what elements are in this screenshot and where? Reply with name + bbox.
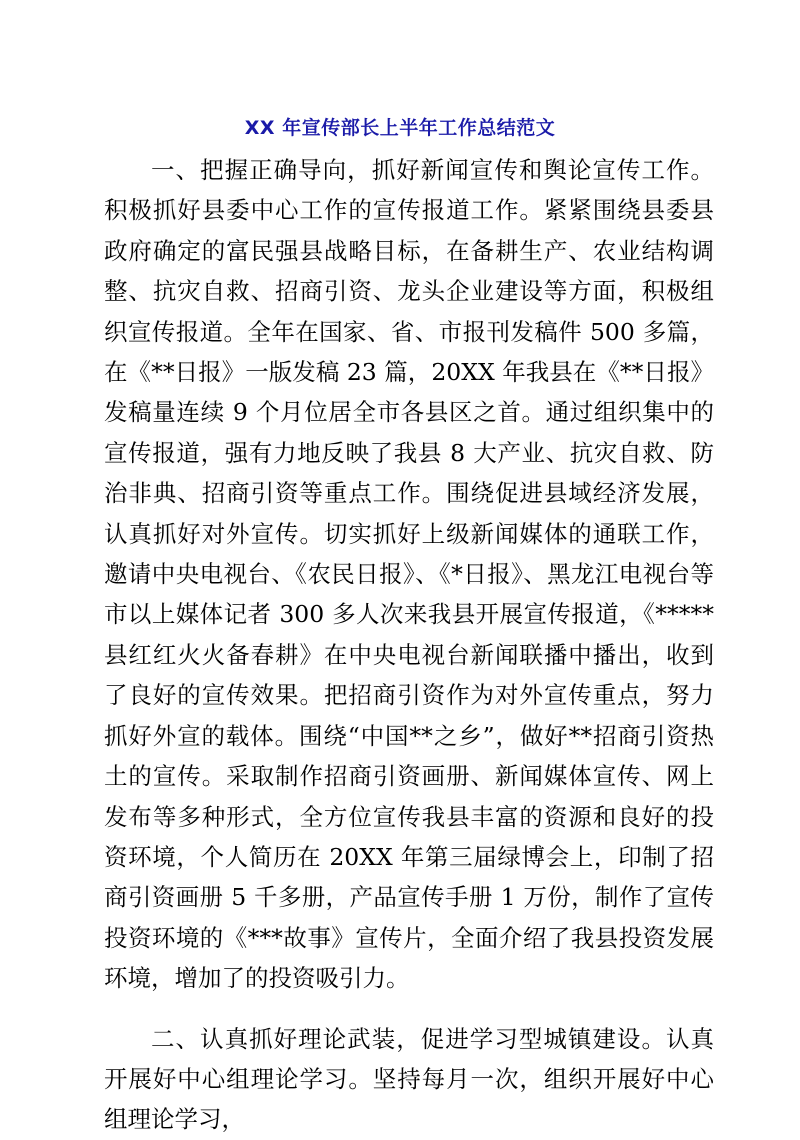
paragraph-1: 一、把握正确导向，抓好新闻宣传和舆论宣传工作。积极抓好县委中心工作的宣传报道工作。紧紧围绕县委县政府确定的富民强县战略目标，在备耕生产、农业结构调整、抗灾自救、招商引资、龙头企业建设等方面，积极组织宣传报道。全年在国家、省、市报刊发稿件 500 多篇，在《**日报》一版发稿 23 篇，20XX 年我县在《**日报》发稿量连续 9 个月位居全市各县区之首。通过组织集中的宣传报道，强有力地反映了我县 8 大产业、抗灾自救、防治非典、招商引资等重点工作。围绕促进县域经济发展，认真抓好对外宣传。切实抓好上级新闻媒体的通联工作，邀请中央电视台、《农民日报》、《*日报》、黑龙江电视台等市以上媒体记者 300 多人次来我县开展宣传报道，《*****县红红火火备春耕》在中央电视台新闻联播中播出，收到了良好的宣传效果。把招商引资作为对外宣传重点，努力抓好外宣的载体。围绕“中国**之乡”，做好**招商引资热土的宣传。采取制作招商引资画册、新闻媒体宣传、网上发布等多种形式，全方位宣传我县丰富的资源和良好的投资环境，个人简历在 20XX 年第三届绿博会上，印制了招商引资画册 5 千多册，产品宣传手册 1 万份，制作了宣传投资环境的《***故事》宣传片，全面介绍了我县投资发展环境，增加了的投资吸引力。 xyxy=(104,156,714,993)
document-body xyxy=(104,150,714,1140)
document-title: XX 年宣传部长上半年工作总结范文 xyxy=(244,117,556,139)
paragraph-2: 二、认真抓好理论武装，促进学习型城镇建设。认真开展好中心组理论学习。坚持每月一次，组织开展好中心组理论学习， xyxy=(104,1024,714,1134)
